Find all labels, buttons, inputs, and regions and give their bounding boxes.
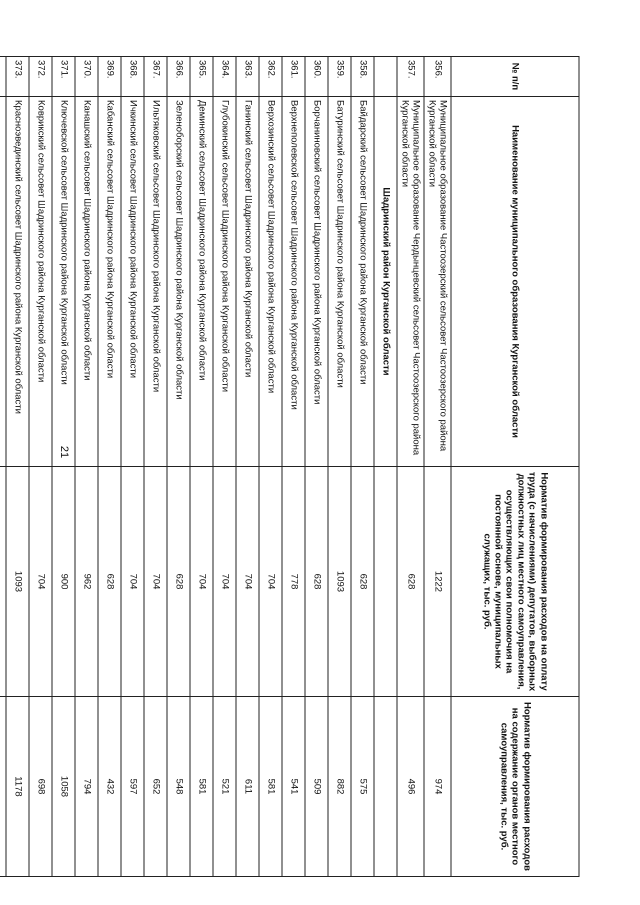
header-norm-total: Норматив формирования расходов на содержание органов местного самоуправления, тыс. руб. (451, 697, 579, 877)
row-name: Зеленоборский сельсовет Шадринского района Курганской области (167, 97, 190, 467)
row-total: 882 (328, 697, 351, 877)
row-name: Коврикский сельсовет Шадринского района Курганской области (29, 97, 52, 467)
row-total: 581 (190, 697, 213, 877)
row-total: 652 (144, 697, 167, 877)
row-salary: 628 (305, 467, 328, 697)
row-num: 362. (259, 57, 282, 97)
row-name: Байдарский сельсовет Шадринского района Курганской области (351, 97, 374, 467)
page-number: 21 (58, 445, 70, 459)
row-total: 974 (424, 697, 451, 877)
row-total: 794 (75, 697, 98, 877)
row-num: 356. (424, 57, 451, 97)
table-row (98, 57, 121, 877)
row-name: Ичкинский сельсовет Шадринского района Курганской области (121, 97, 144, 467)
row-salary: 1093 (6, 467, 29, 697)
row-salary: 704 (29, 467, 52, 697)
row-salary: 900 (52, 467, 75, 697)
row-total: 1058 (52, 697, 75, 877)
row-total: 597 (121, 697, 144, 877)
row-name: Ганинский сельсовет Шадринского района Курганской области (236, 97, 259, 467)
table-row (121, 57, 144, 877)
header-name: Наименование муниципального образования Курганской области (451, 97, 579, 467)
table-row (259, 57, 282, 877)
table-row (29, 57, 52, 877)
table-row (167, 57, 190, 877)
table-row (328, 57, 351, 877)
table-row (190, 57, 213, 877)
header-num: № п/п (451, 57, 579, 97)
table-row (351, 57, 374, 877)
row-total: 509 (305, 697, 328, 877)
table-row (213, 57, 236, 877)
row-name: Муниципальное образование Частоозерский сельсовет Частоозерского района Курганской области (424, 97, 451, 467)
table-row (75, 57, 98, 877)
row-name: Муниципальное образование Чердынцевский сельсовет Частоозерского района Курганской области (397, 97, 424, 467)
row-num: 369. (98, 57, 121, 97)
row-salary: 1093 (328, 467, 351, 697)
row-num: 365. (190, 57, 213, 97)
row-total: 575 (351, 697, 374, 877)
row-total: 521 (213, 697, 236, 877)
row-num: 360. (305, 57, 328, 97)
row-name: Верхнеполевской сельсовет Шадринского района Курганской области (282, 97, 305, 467)
row-salary: 704 (121, 467, 144, 697)
row-salary: 628 (351, 467, 374, 697)
row-total: 1178 (6, 697, 29, 877)
rotated-table-page (12, 56, 580, 876)
row-num: 364. (213, 57, 236, 97)
row-salary: 778 (282, 467, 305, 697)
row-num: 373. (6, 57, 29, 97)
row-num: 371. (52, 57, 75, 97)
row-num (0, 57, 6, 97)
row-num: 372. (29, 57, 52, 97)
row-name (0, 97, 6, 467)
row-name: Ключевской сельсовет Шадринского района Курганской области (52, 97, 75, 467)
row-salary: 962 (75, 467, 98, 697)
row-salary: 704 (236, 467, 259, 697)
row-total: 581 (259, 697, 282, 877)
table-row (305, 57, 328, 877)
row-name: Верхозинский сельсовет Шадринского района Курганской области (259, 97, 282, 467)
row-salary: 704 (213, 467, 236, 697)
table-row (236, 57, 259, 877)
row-num: 366. (167, 57, 190, 97)
row-name: Борчаниновский сельсовет Шадринского района Курганской области (305, 97, 328, 467)
row-num: 359. (328, 57, 351, 97)
row-num: 370. (75, 57, 98, 97)
row-num: 361. (282, 57, 305, 97)
table-row (424, 57, 451, 877)
row-total (0, 697, 6, 877)
row-salary: 628 (167, 467, 190, 697)
row-total: 432 (98, 697, 121, 877)
row-salary (0, 467, 6, 697)
row-num: 357. (397, 57, 424, 97)
row-salary: 628 (397, 467, 424, 697)
row-num: 363. (236, 57, 259, 97)
row-total: 611 (236, 697, 259, 877)
row-salary: 628 (98, 467, 121, 697)
row-total: 548 (167, 697, 190, 877)
section-row (374, 57, 397, 877)
table-row (144, 57, 167, 877)
row-total: 541 (282, 697, 305, 877)
row-name: Глубокинский сельсовет Шадринского района Курганской области (213, 97, 236, 467)
norms-table (0, 56, 580, 877)
row-name: Батуринский сельсовет Шадринского района Курганской области (328, 97, 351, 467)
row-num: 368. (121, 57, 144, 97)
table-header (451, 57, 579, 877)
row-name: Канашский сельсовет Шадринского района Курганской области (75, 97, 98, 467)
table-row (0, 57, 6, 877)
row-num: 367. (144, 57, 167, 97)
table-row (397, 57, 424, 877)
row-salary: 704 (144, 467, 167, 697)
row-name: Деминский сельсовет Шадринского района Курганской области (190, 97, 213, 467)
row-total: 698 (29, 697, 52, 877)
table-row (6, 57, 29, 877)
row-num: 358. (351, 57, 374, 97)
table-row (52, 57, 75, 877)
table-row (282, 57, 305, 877)
row-salary: 1222 (424, 467, 451, 697)
row-total: 496 (397, 697, 424, 877)
row-name: Красноэвединский сельсовет Шадринского района Курганской области (6, 97, 29, 467)
row-name: Ильтяковский сельсовет Шадринского района Курганской области (144, 97, 167, 467)
header-norm-salary: Норматив формирования расходов на оплату труда (с начислениями) депутатов, выборных должностных лиц местного самоуправления, осуществляющих свои полномочия на постоянной основе, муниципальных служащих, тыс. руб. (451, 467, 579, 697)
row-salary: 704 (259, 467, 282, 697)
row-salary: 704 (190, 467, 213, 697)
section-title: Шадринский район Курганской области (374, 97, 397, 467)
row-name: Кабанский сельсовет Шадринского района Курганской области (98, 97, 121, 467)
